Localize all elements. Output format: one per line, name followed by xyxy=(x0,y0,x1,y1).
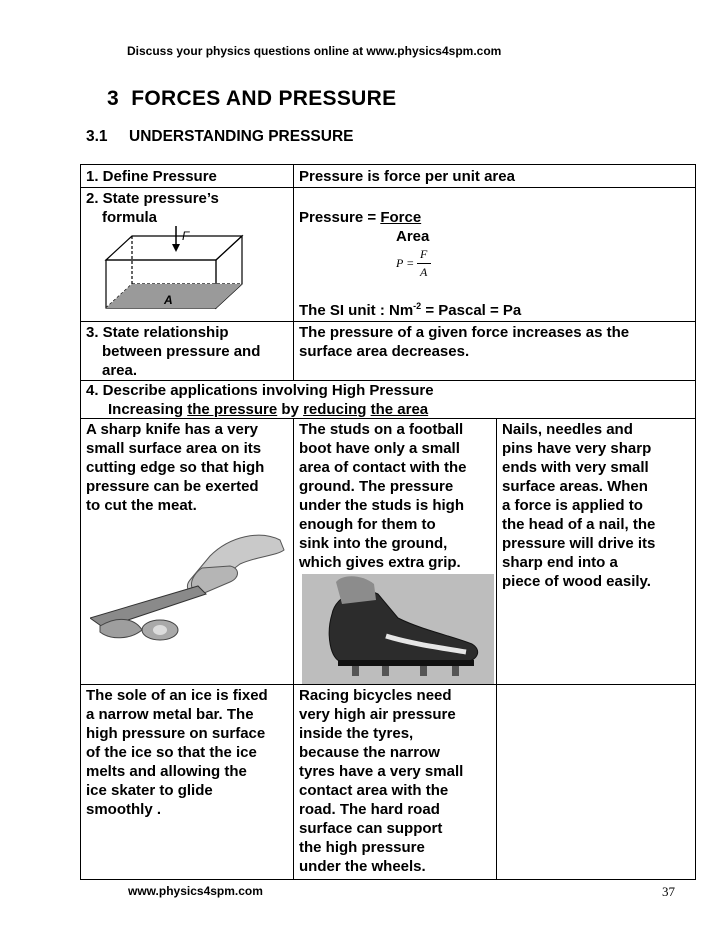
text-line: area of contact with the xyxy=(299,459,467,476)
table-border-top xyxy=(80,164,696,165)
text-line: Nails, needles and xyxy=(502,421,633,438)
area-label: A xyxy=(164,293,173,307)
knife-text xyxy=(86,420,264,515)
page-number: 37 xyxy=(662,884,675,899)
row3-label-line: 3. State relationship xyxy=(86,324,229,341)
row1-answer: Pressure is force per unit area xyxy=(299,168,515,185)
text-line: contact area with the xyxy=(299,782,449,799)
formula-word xyxy=(299,208,421,227)
text-line: small surface area on its xyxy=(86,440,262,457)
text-line: smoothly . xyxy=(86,801,162,818)
formula-fraction-bar xyxy=(417,263,431,264)
boot-text xyxy=(299,420,467,572)
row-divider xyxy=(80,187,696,188)
text-line: under the wheels. xyxy=(299,858,426,875)
subtitle-part: Increasing xyxy=(108,401,188,418)
subtitle-part: the area xyxy=(370,401,429,418)
text-line: pins have very sharp xyxy=(502,440,652,457)
pressure-box-diagram xyxy=(90,226,260,312)
text-line: sink into the ground, xyxy=(299,535,448,552)
si-unit xyxy=(299,301,521,320)
row2-label xyxy=(86,189,219,227)
footer-url: www.physics4spm.com xyxy=(128,884,263,898)
text-line: inside the tyres, xyxy=(299,725,414,742)
col-divider xyxy=(293,164,294,380)
text-line: the head of a nail, the xyxy=(502,516,656,533)
si-unit-exponent: -2 xyxy=(413,301,422,311)
formula-symbol-f: F xyxy=(420,247,428,261)
row-divider xyxy=(80,684,696,685)
table-border-right xyxy=(695,164,696,880)
formula-lhs: Pressure = xyxy=(299,209,381,226)
text-line: sharp end into a xyxy=(502,554,618,571)
nails-text xyxy=(502,420,655,591)
formula-numerator: Force xyxy=(380,209,422,226)
row-divider xyxy=(80,321,696,322)
text-line: high pressure on surface xyxy=(86,725,266,742)
text-line: Racing bicycles need xyxy=(299,687,452,704)
row3-answer-line: surface area decreases. xyxy=(299,343,470,360)
chapter-number: 3 xyxy=(107,87,119,110)
force-label: F xyxy=(182,229,190,243)
subtitle-part: reducing xyxy=(303,401,367,418)
text-line: a narrow metal bar. The xyxy=(86,706,254,723)
text-line: which gives extra grip. xyxy=(299,554,461,571)
header-note: Discuss your physics questions online at www.physics4spm.com xyxy=(127,44,502,58)
text-line: because the narrow xyxy=(299,744,440,761)
text-line: under the studs is high xyxy=(299,497,465,514)
subtitle-part: the pressure xyxy=(187,401,278,418)
row3-label-line: area. xyxy=(102,362,138,379)
si-unit-text: The SI unit : Nm xyxy=(299,302,414,319)
text-line: The sole of an ice is fixed xyxy=(86,687,268,704)
table-border-left xyxy=(80,164,81,880)
text-line: ground. The pressure xyxy=(299,478,454,495)
bicycle-text xyxy=(299,686,463,876)
row2-label-line: formula xyxy=(102,209,158,226)
ice-skate-text xyxy=(86,686,268,819)
text-line: enough for them to xyxy=(299,516,436,533)
text-line: the high pressure xyxy=(299,839,425,856)
row3-answer-line: The pressure of a given force increases as the xyxy=(299,324,630,341)
formula-denominator: Area xyxy=(396,228,430,245)
text-line: of the ice so that the ice xyxy=(86,744,257,761)
chapter-title xyxy=(107,87,396,111)
col-divider xyxy=(293,418,294,880)
formula-symbol-lhs: P = xyxy=(396,256,415,270)
text-line: to cut the meat. xyxy=(86,497,197,514)
text-line: ice skater to glide xyxy=(86,782,213,799)
text-line: tyres have a very small xyxy=(299,763,464,780)
row4-title: 4. Describe applications involving High Pressure xyxy=(86,382,434,399)
section-heading xyxy=(86,128,354,146)
text-line: very high air pressure xyxy=(299,706,456,723)
text-line: road. The hard road xyxy=(299,801,440,818)
section-title: UNDERSTANDING PRESSURE xyxy=(129,128,354,145)
text-line: piece of wood easily. xyxy=(502,573,651,590)
chapter-name: FORCES AND PRESSURE xyxy=(131,87,397,110)
formula-symbol-a: A xyxy=(420,265,428,279)
text-line: boot have only a small xyxy=(299,440,460,457)
subtitle-part: by xyxy=(277,401,304,418)
row4-subtitle xyxy=(108,400,428,419)
text-line: A sharp knife has a very xyxy=(86,421,259,438)
col-divider xyxy=(496,418,497,880)
section-number: 3.1 xyxy=(86,128,108,145)
text-line: pressure will drive its xyxy=(502,535,656,552)
text-line: surface areas. When xyxy=(502,478,648,495)
text-line: ends with very small xyxy=(502,459,649,476)
text-line: melts and allowing the xyxy=(86,763,247,780)
text-line: pressure can be exerted xyxy=(86,478,259,495)
text-line: a force is applied to xyxy=(502,497,643,514)
row3-label xyxy=(86,323,260,380)
row3-label-line: between pressure and xyxy=(102,343,261,360)
notes-table xyxy=(80,164,696,880)
knife-cutting-illustration xyxy=(90,520,286,652)
text-line: The studs on a football xyxy=(299,421,464,438)
football-boot-illustration xyxy=(302,574,494,684)
text-line: surface can support xyxy=(299,820,443,837)
table-border-bottom xyxy=(80,879,696,880)
row3-answer xyxy=(299,323,629,361)
si-unit-text: = Pascal = Pa xyxy=(421,302,522,319)
row1-label: 1. Define Pressure xyxy=(86,168,217,185)
text-line: cutting edge so that high xyxy=(86,459,265,476)
row2-label-line: 2. State pressure’s xyxy=(86,190,219,207)
